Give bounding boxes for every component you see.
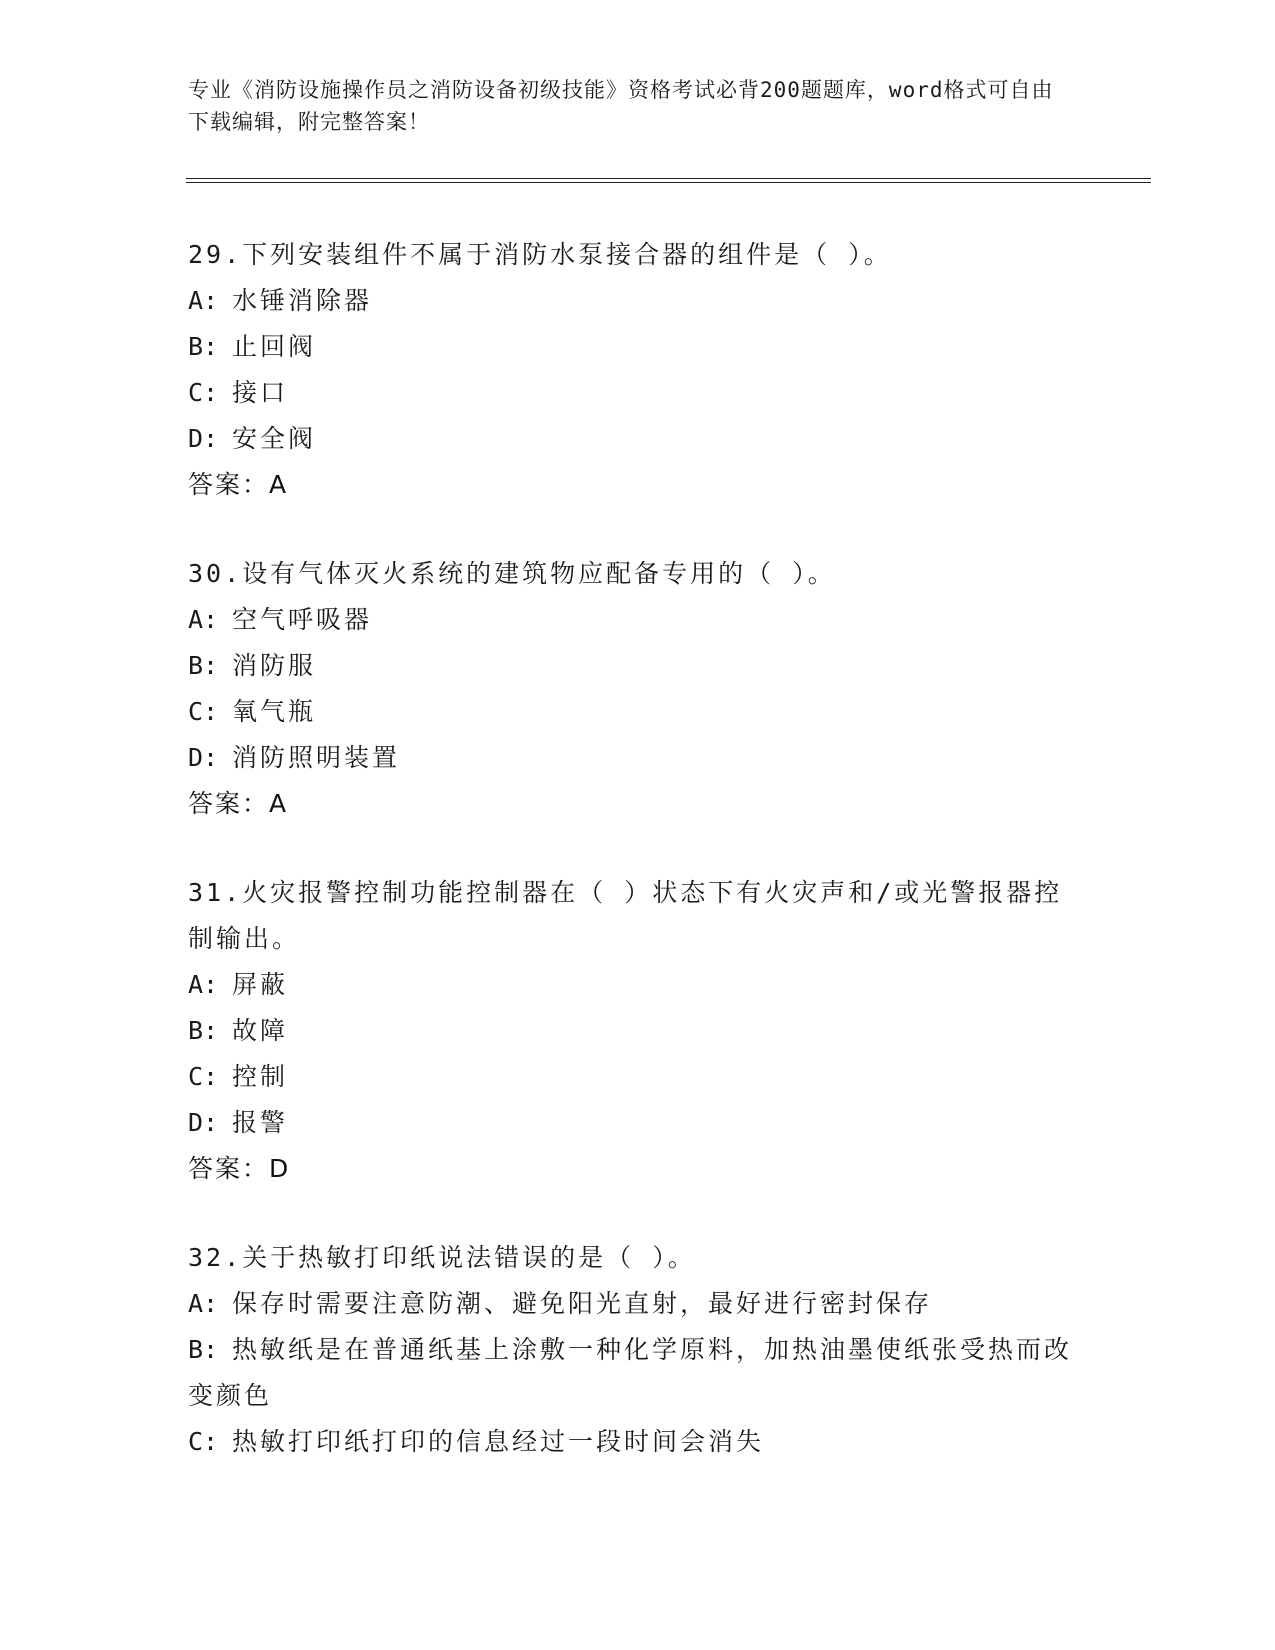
option-text: 氧气瓶 [232,697,317,726]
option-d [188,416,1088,462]
option-b [188,643,1088,689]
question-stem: 32.关于热敏打印纸说法错误的是（ ）。 [188,1243,696,1272]
answer-line: 答案：A [188,789,289,818]
option-text: 热敏打印纸打印的信息经过一段时间会消失 [232,1427,765,1456]
question-30 [188,551,1088,827]
option-d [188,1100,1088,1146]
option-letter: B: [188,332,219,361]
option-text: 止回阀 [232,332,317,361]
question-31 [188,870,1088,1192]
option-a [188,278,1088,324]
answer-line: 答案：D [188,1154,291,1183]
option-letter: C: [188,1062,219,1091]
option-letter: C: [188,1427,219,1456]
document-header: 专业《消防设施操作员之消防设备初级技能》资格考试必背200题题库，word格式可自由下载编辑，附完整答案！ [188,78,1054,134]
option-c [188,370,1088,416]
option-letter: B: [188,1335,219,1364]
question-stem: 29.下列安装组件不属于消防水泵接合器的组件是（ ）。 [188,240,892,269]
option-letter: B: [188,1016,219,1045]
option-text: 控制 [232,1062,289,1091]
option-b [188,324,1088,370]
question-stem: 30.设有气体灭火系统的建筑物应配备专用的（ ）。 [188,559,836,588]
option-letter: A: [188,605,219,634]
option-text: 安全阀 [232,424,317,453]
header-divider [186,178,1151,183]
option-c [188,1419,1088,1465]
option-letter: A: [188,1289,219,1318]
option-text: 热敏纸是在普通纸基上涂敷一种化学原料，加热油墨使纸张受热而改变颜色 [188,1335,1073,1410]
option-text: 保存时需要注意防潮、避免阳光直射，最好进行密封保存 [232,1289,933,1318]
option-letter: B: [188,651,219,680]
option-text: 消防照明装置 [232,743,401,772]
option-b [188,1008,1088,1054]
option-letter: C: [188,378,219,407]
question-stem: 31.火灾报警控制功能控制器在（ ）状态下有火灾声和/或光警报器控制输出。 [188,878,1063,953]
question-32 [188,1235,1088,1465]
option-text: 接口 [232,378,289,407]
option-text: 屏蔽 [232,970,289,999]
question-29 [188,232,1088,508]
option-c [188,689,1088,735]
option-letter: C: [188,697,219,726]
option-letter: D: [188,743,219,772]
option-b [188,1327,1088,1419]
option-text: 空气呼吸器 [232,605,373,634]
option-a [188,1281,1088,1327]
answer-line: 答案：A [188,470,289,499]
option-c [188,1054,1088,1100]
option-letter: D: [188,424,219,453]
option-a [188,962,1088,1008]
option-letter: A: [188,970,219,999]
option-letter: A: [188,286,219,315]
option-text: 消防服 [232,651,317,680]
option-d [188,735,1088,781]
option-text: 报警 [232,1108,289,1137]
question-list [188,232,1088,1508]
option-text: 故障 [232,1016,289,1045]
option-a [188,597,1088,643]
option-letter: D: [188,1108,219,1137]
option-text: 水锤消除器 [232,286,373,315]
